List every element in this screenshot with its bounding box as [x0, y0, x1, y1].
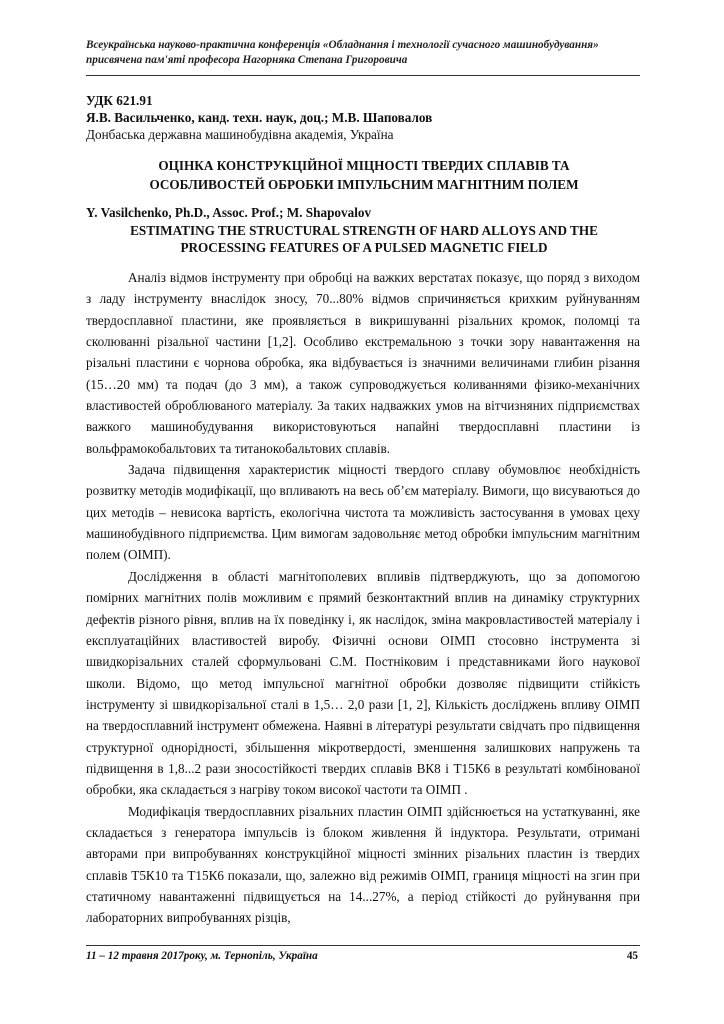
- title-ukrainian: [86, 156, 642, 194]
- udk-code: УДК 621.91: [86, 93, 153, 108]
- footer-conference-date: 11 – 12 травня 2017року, м. Тернопіль, Україна: [86, 950, 318, 962]
- authors-ukrainian: Я.В. Васильченко, канд. техн. наук, доц.; М.В. Шаповалов: [86, 110, 433, 125]
- affiliation: Донбаська державна машинобудівна академія, Україна: [86, 127, 394, 142]
- header-line-1: Всеукраїнська науково-практична конференція «Обладнання і технології сучасного машинобудування»: [86, 39, 599, 51]
- title-english: [86, 222, 642, 256]
- title-en-line-2: PROCESSING FEATURES OF A PULSED MAGNETIC FIELD: [180, 240, 548, 255]
- title-ua-line-2: ОСОБЛИВОСТЕЙ ОБРОБКИ ІМПУЛЬСНИМ МАГНІТНИМ ПОЛЕМ: [149, 177, 579, 192]
- title-ua-line-1: ОЦІНКА КОНСТРУКЦІЙНОЇ МІЦНОСТІ ТВЕРДИХ СПЛАВІВ ТА: [158, 158, 570, 173]
- footer-divider: [86, 945, 640, 946]
- title-en-line-1: ESTIMATING THE STRUCTURAL STRENGTH OF HARD ALLOYS AND THE: [130, 223, 598, 238]
- paragraph-4: Модифікація твердосплавних різальних пластин ОІМП здійснюється на устаткуванні, яке складається з генератора імпульсів із блоком живлення й індуктора. Результати, отримані авторами при випробуваннях конструкційної міцності змінних різальних пластин із твердих сплавів Т5К10 та Т15К6 показали, що, залежно від режимів ОІМП, границя міцності на згин при статичному навантаженні підвищується на 14...27%, а період стійкості до руйнування при лабораторних випробуваннях різців,: [86, 803, 640, 926]
- running-header: [86, 38, 642, 68]
- paragraph-1: Аналіз відмов інструменту при обробці на важких верстатах показує, що поряд з виходом з ладу інструменту внаслідок зносу, 70...80% відмов спричиняється крихким руйнуванням твердосплавної пластини, яке проявляється в викришуванні різальних кромок, поломці та сколюванні різальної частини [1,2]. Особливо екстремальною з точки зору навантаження на різальні пластини є чорнова обробка, яка відбувається із значними величинами глибин різання (15…20 мм) та подач (до 3 мм), а також супроводжується коливаннями фізико-механічних властивостей оброблюваного матеріалу. За таких надважких умов на вітчизняних підприємствах важкого машинобудування використовуються напайні твердосплавні пластини із вольфрамокобальтових та титанокобальтових сплавів.: [86, 270, 640, 456]
- paragraph-3: Дослідження в області магнітополевих впливів підтверджують, що за допомогою помірних магнітних полів можливим є прямий безконтактний вплив на динаміку структурних дефектів різного рівня, вплив на їх поведінку і, як наслідок, зміна макровластивостей матеріалу і експлуатаційних властивостей виробу. Фізичні основи ОІМП стосовно інструмента зі швидкорізальних сталей сформульовані С.М. Постніковим і представниками його наукової школи. Відомо, що метод імпульсної магнітної обробки дозволяє підвищити стійкість інструменту зі швидкорізальної сталі в 1,5… 2,0 рази [1, 2], Кількість досліджень впливу ОІМП на твердосплавний інструмент обмежена. Наявні в літературі результати свідчать про підвищення структурної однорідності, збільшення мікротвердості, зменшення залишкових напружень та підвищення в 1,8...2 рази зносостійкості твердих сплавів ВК8 і Т15К6 в результаті комбінованої обробки, яка складається з нагріву током високої частоти та ОІМП .: [86, 568, 640, 798]
- header-line-2: присвячена пам'яті професора Нагорняка Степана Григоровича: [86, 54, 408, 66]
- page-number: 45: [626, 950, 638, 962]
- body-text: [86, 267, 640, 929]
- header-divider: [86, 75, 640, 76]
- authors-english: Y. Vasilchenko, Ph.D., Assoc. Prof.; M. Shapovalov: [86, 205, 372, 220]
- paragraph-2: Задача підвищення характеристик міцності твердого сплаву обумовлює необхідність розвитку методів модифікації, що впливають на весь об’єм матеріалу. Вимоги, що висуваються до цих методів – невисока вартість, екологічна чистота та можливість застосування в умовах цеху машинобудівного підприємства. Цим вимогам задовольняє метод обробки імпульсним магнітним полем (ОІМП).: [86, 462, 640, 563]
